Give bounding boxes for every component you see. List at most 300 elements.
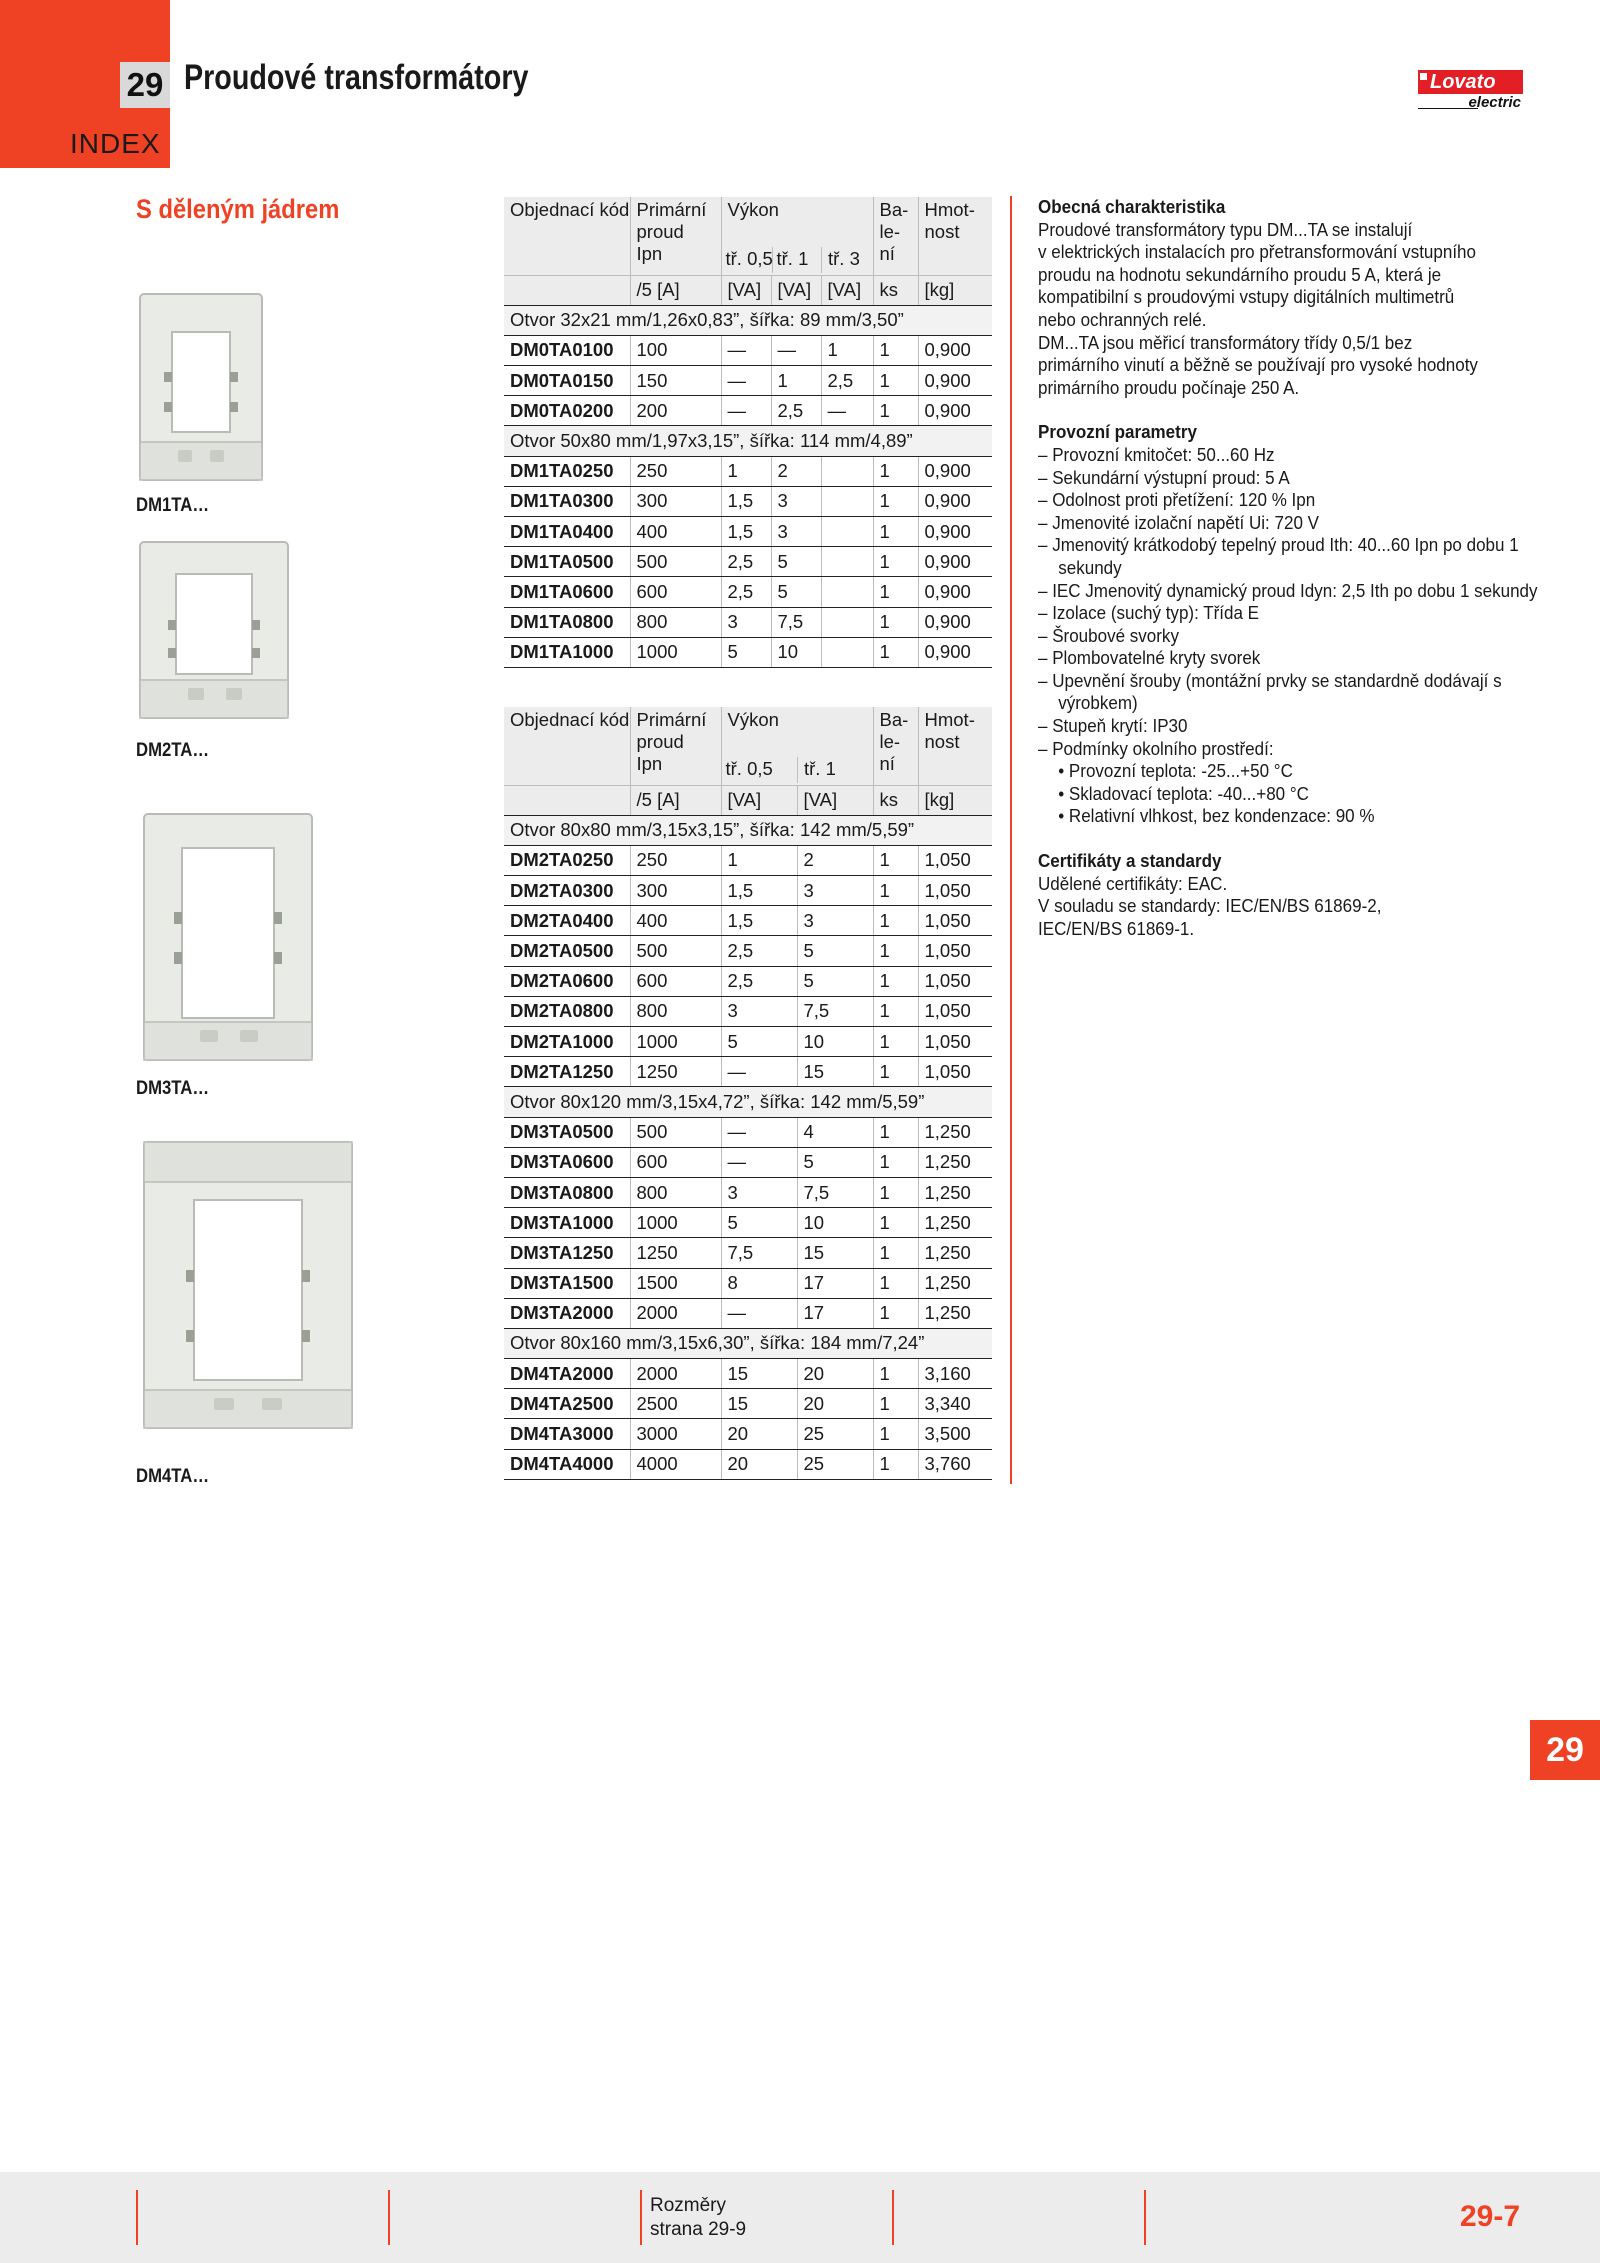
table-cell: 20 (797, 1359, 873, 1389)
table-cell: 1,050 (918, 876, 992, 906)
table-cell: 1,5 (721, 876, 797, 906)
table-cell: 150 (630, 366, 721, 396)
table-cell: 5 (797, 1147, 873, 1177)
table-cell: 1,250 (918, 1177, 992, 1207)
table-units-row (504, 785, 992, 815)
table-cell: 1 (873, 366, 918, 396)
table-row (504, 845, 992, 875)
text-line: v elektrických instalacích pro přetransformování vstupního (1038, 241, 1476, 263)
table-cell: 25 (797, 1419, 873, 1449)
table-row (504, 996, 992, 1026)
table-cell: 2000 (630, 1359, 721, 1389)
table-cell: 0,900 (918, 456, 992, 486)
order-code: DM3TA0500 (504, 1117, 630, 1147)
table-cell: 1 (873, 456, 918, 486)
table-row (504, 517, 992, 547)
table-dm0-dm1 (504, 197, 992, 668)
table-row (504, 1057, 992, 1087)
table-row (504, 335, 992, 365)
table-row (504, 906, 992, 936)
text-line: • Relativní vlhkost, bez kondenzace: 90 % (1058, 805, 1375, 827)
text-line: primárního vinutí a běžně se používají pro vysoké hodnoty (1038, 354, 1478, 376)
order-code: DM3TA1250 (504, 1238, 630, 1268)
table-cell: — (721, 366, 771, 396)
table-cell: 1 (873, 1177, 918, 1207)
table-cell: 10 (771, 637, 821, 667)
table-row (504, 1177, 992, 1207)
table-cell: 1 (873, 1208, 918, 1238)
text-line: Udělené certifikáty: EAC. (1038, 872, 1228, 894)
table-row (504, 1238, 992, 1268)
col-code: Objednací kód (510, 709, 630, 730)
table-cell: 800 (630, 607, 721, 637)
table-group-row (504, 815, 992, 845)
table-cell: 3 (721, 607, 771, 637)
table-row (504, 936, 992, 966)
order-code: DM4TA2500 (504, 1389, 630, 1419)
table-cell: 15 (797, 1238, 873, 1268)
table-cell: 0,900 (918, 335, 992, 365)
table-cell: 2 (797, 845, 873, 875)
table-cell: 7,5 (797, 996, 873, 1026)
unit-cell: [VA] (771, 275, 821, 305)
table-cell: 250 (630, 456, 721, 486)
table-units-row (504, 275, 992, 305)
order-code: DM0TA0200 (504, 396, 630, 426)
table-cell: 1 (873, 1449, 918, 1479)
table-cell: 3,500 (918, 1419, 992, 1449)
table-cell: 1250 (630, 1057, 721, 1087)
operating-list (1038, 444, 1553, 760)
table-cell: 15 (721, 1359, 797, 1389)
table-cell: 1250 (630, 1238, 721, 1268)
text-line: primárního proudu počínaje 250 A. (1038, 376, 1300, 398)
unit-cell: [VA] (721, 275, 771, 305)
table-row (504, 1298, 992, 1328)
table-cell (821, 486, 873, 516)
index-tab[interactable] (0, 0, 170, 168)
text-line: proudu na hodnotu sekundárního proudu 5 A, která je (1038, 263, 1442, 285)
table-row (504, 637, 992, 667)
col-primary-l1: Primární (636, 709, 707, 730)
table-cell: 1 (873, 486, 918, 516)
table-cell: 10 (797, 1027, 873, 1057)
table-row (504, 366, 992, 396)
footer-separator (136, 2190, 138, 2245)
text-line: – Stupeň krytí: IP30 (1038, 715, 1188, 737)
table-cell: 2,5 (721, 547, 771, 577)
table-cell: 5 (721, 1027, 797, 1057)
index-link[interactable]: INDEX (70, 128, 161, 159)
table-cell: 0,900 (918, 607, 992, 637)
table-cell: 2,5 (721, 966, 797, 996)
order-code: DM3TA2000 (504, 1298, 630, 1328)
group-title: Otvor 32x21 mm/1,26x0,83”, šířka: 89 mm/3,50” (504, 305, 992, 335)
table-cell: 250 (630, 845, 721, 875)
table-cell: 17 (797, 1268, 873, 1298)
order-code: DM0TA0150 (504, 366, 630, 396)
col-primary-l3: Ipn (636, 243, 663, 264)
table-cell: 1000 (630, 637, 721, 667)
group-title: Otvor 50x80 mm/1,97x3,15”, šířka: 114 mm/4,89” (504, 426, 992, 456)
footer-separator (892, 2190, 894, 2245)
table-cell: 1 (873, 1419, 918, 1449)
table-cell: 3,340 (918, 1389, 992, 1419)
table-cell: 5 (721, 1208, 797, 1238)
col-primary-l3: Ipn (636, 753, 663, 774)
table-cell: 1,050 (918, 936, 992, 966)
col-pack-l2: le- (879, 221, 901, 242)
table-cell: 4 (797, 1117, 873, 1147)
table-cell: 3 (797, 876, 873, 906)
table-row (504, 547, 992, 577)
order-code: DM4TA2000 (504, 1359, 630, 1389)
dm1ta-product-image (138, 292, 264, 482)
description-column (1010, 196, 1550, 1484)
table-cell: 1 (873, 906, 918, 936)
order-code: DM2TA0800 (504, 996, 630, 1026)
order-code: DM1TA1000 (504, 637, 630, 667)
table-cell: — (721, 1057, 797, 1087)
table-cell: 0,900 (918, 547, 992, 577)
unit-cell: /5 [A] (630, 275, 721, 305)
text-line: – Jmenovité izolační napětí Ui: 720 V (1038, 511, 1319, 533)
col-weight-l1: Hmot- (924, 709, 975, 730)
table-cell: 10 (797, 1208, 873, 1238)
order-code: DM2TA1250 (504, 1057, 630, 1087)
table-cell: 1,050 (918, 1057, 992, 1087)
order-code: DM2TA0250 (504, 845, 630, 875)
unit-cell: /5 [A] (630, 785, 721, 815)
col-power-c2: tř. 1 (797, 757, 873, 783)
table-row (504, 1389, 992, 1419)
order-code: DM2TA1000 (504, 1027, 630, 1057)
text-line: – Upevnění šrouby (montážní prvky se standardně dodávají s výrobkem) (1038, 669, 1502, 714)
table-cell: 1 (873, 966, 918, 996)
table-cell: 1,250 (918, 1268, 992, 1298)
table-row (504, 1268, 992, 1298)
order-code: DM3TA1000 (504, 1208, 630, 1238)
operating-title: Provozní parametry (1038, 421, 1197, 443)
table-cell: 1 (873, 936, 918, 966)
text-line: – Podmínky okolního prostředí: (1038, 737, 1274, 759)
table-cell: 1 (873, 1238, 918, 1268)
table-row (504, 1359, 992, 1389)
table-cell: 0,900 (918, 366, 992, 396)
table-cell (821, 547, 873, 577)
table-cell: 1500 (630, 1268, 721, 1298)
col-weight-l2: nost (924, 731, 960, 752)
table-cell: 1 (873, 876, 918, 906)
text-line: – Sekundární výstupní proud: 5 A (1038, 466, 1290, 488)
table-cell: 7,5 (797, 1177, 873, 1207)
table-cell (821, 577, 873, 607)
table-cell: 500 (630, 1117, 721, 1147)
product-label-dm4ta: DM4TA… (136, 1466, 210, 1487)
table-cell: 25 (797, 1449, 873, 1479)
table-cell: 1 (873, 396, 918, 426)
table-cell: 3 (721, 996, 797, 1026)
table-row (504, 1147, 992, 1177)
page-number: 29-7 (1460, 2200, 1521, 2233)
table-row (504, 1117, 992, 1147)
table-cell: 600 (630, 1147, 721, 1177)
dm3ta-product-image (142, 812, 314, 1062)
col-power-c1: tř. 0,5 (725, 758, 773, 779)
page-title: Proudové transformátory (184, 58, 529, 97)
table-cell: 1 (873, 517, 918, 547)
certs-title: Certifikáty a standardy (1038, 850, 1222, 872)
table-cell: 1,5 (721, 906, 797, 936)
table-cell: 7,5 (771, 607, 821, 637)
table-cell: 2500 (630, 1389, 721, 1419)
table-cell: 500 (630, 547, 721, 577)
table-cell: 1,5 (721, 517, 771, 547)
table-cell: 1 (873, 845, 918, 875)
table-cell: 1 (873, 1359, 918, 1389)
logo-sub: electric (1468, 94, 1521, 111)
table-group-row (504, 305, 992, 335)
text-line: – Izolace (suchý typ): Třída E (1038, 602, 1260, 624)
table-cell: — (771, 335, 821, 365)
text-line: • Skladovací teplota: -40...+80 °C (1058, 782, 1309, 804)
table-cell: 400 (630, 517, 721, 547)
unit-cell: ks (873, 785, 918, 815)
table-cell: 15 (721, 1389, 797, 1419)
table-cell: 1,050 (918, 1027, 992, 1057)
chapter-number: 29 (120, 62, 170, 108)
order-code: DM4TA4000 (504, 1449, 630, 1479)
table-group-row (504, 1087, 992, 1117)
table-cell: 3,160 (918, 1359, 992, 1389)
table-cell: 17 (797, 1298, 873, 1328)
text-line: • Provozní teplota: -25...+50 °C (1058, 760, 1293, 782)
table-cell: 1,050 (918, 906, 992, 936)
table-row (504, 396, 992, 426)
table-cell: — (821, 396, 873, 426)
table-cell: 600 (630, 577, 721, 607)
dimensions-reference-l1: Rozměry (650, 2195, 727, 2216)
footer-separator (1144, 2190, 1146, 2245)
text-line: – Šroubové svorky (1038, 624, 1179, 646)
certs-text (1038, 873, 1553, 941)
footer-separator (388, 2190, 390, 2245)
unit-cell: [VA] (721, 785, 797, 815)
table-row (504, 607, 992, 637)
table-cell: 0,900 (918, 486, 992, 516)
order-code: DM4TA3000 (504, 1419, 630, 1449)
table-cell: 15 (797, 1057, 873, 1087)
table-cell: 1 (873, 547, 918, 577)
table-cell: 800 (630, 1177, 721, 1207)
table-cell: 100 (630, 335, 721, 365)
order-code: DM1TA0250 (504, 456, 630, 486)
general-title: Obecná charakteristika (1038, 196, 1226, 217)
text-line: – Plombovatelné kryty svorek (1038, 647, 1261, 669)
col-weight-l2: nost (924, 221, 960, 242)
table-cell: 1,250 (918, 1238, 992, 1268)
col-pack-l1: Ba- (879, 199, 909, 220)
table-cell: 1,5 (721, 486, 771, 516)
table-cell: — (721, 1117, 797, 1147)
table-cell: 3,760 (918, 1449, 992, 1479)
order-code: DM2TA0300 (504, 876, 630, 906)
table-cell: 1,250 (918, 1147, 992, 1177)
table-cell: 3000 (630, 1419, 721, 1449)
table-cell: 5 (771, 577, 821, 607)
dm4ta-product-image (142, 1140, 354, 1430)
table-cell: 7,5 (721, 1238, 797, 1268)
table-cell: 1000 (630, 1027, 721, 1057)
table-cell: 2 (771, 456, 821, 486)
product-label-dm3ta: DM3TA… (136, 1078, 210, 1099)
table-row (504, 876, 992, 906)
table-cell: 3 (721, 1177, 797, 1207)
table-group-row (504, 1328, 992, 1358)
table-cell: 1000 (630, 1208, 721, 1238)
table-cell: 1 (873, 1027, 918, 1057)
table-row (504, 1449, 992, 1479)
table-row (504, 1419, 992, 1449)
table-cell: 400 (630, 906, 721, 936)
table-cell (821, 517, 873, 547)
col-power: Výkon (727, 199, 779, 220)
table-cell: 1 (873, 607, 918, 637)
table-cell: 2,5 (821, 366, 873, 396)
table-cell: 300 (630, 876, 721, 906)
group-title: Otvor 80x80 mm/3,15x3,15”, šířka: 142 mm/5,59” (504, 815, 992, 845)
table-cell: 2000 (630, 1298, 721, 1328)
table-cell: 1,250 (918, 1208, 992, 1238)
dimensions-reference[interactable] (650, 2194, 746, 2242)
table-cell: 2,5 (771, 396, 821, 426)
table-row (504, 486, 992, 516)
order-code: DM1TA0500 (504, 547, 630, 577)
table-cell (821, 607, 873, 637)
col-pack-l3: ní (879, 243, 895, 264)
product-label-dm1ta: DM1TA… (136, 495, 210, 516)
text-line: DM...TA jsou měřicí transformátory třídy 0,5/1 bez (1038, 331, 1413, 353)
table-cell: 800 (630, 996, 721, 1026)
text-line: Proudové transformátory typu DM...TA se instalují (1038, 218, 1413, 240)
order-code: DM1TA0400 (504, 517, 630, 547)
table-cell: 20 (721, 1449, 797, 1479)
table-cell: 1,050 (918, 996, 992, 1026)
table-cell: 1 (873, 1147, 918, 1177)
table-cell: 600 (630, 966, 721, 996)
section-title: S děleným jádrem (136, 194, 340, 224)
order-code: DM2TA0400 (504, 906, 630, 936)
table-cell: — (721, 335, 771, 365)
table-cell (821, 637, 873, 667)
col-power-c3: tř. 3 (821, 247, 873, 273)
col-power-c2: tř. 1 (772, 247, 822, 273)
dm2ta-product-image (138, 540, 290, 720)
general-text (1038, 219, 1553, 400)
table-cell: — (721, 396, 771, 426)
table-cell: 1 (721, 456, 771, 486)
table-cell: 0,900 (918, 577, 992, 607)
order-code: DM0TA0100 (504, 335, 630, 365)
unit-cell (504, 785, 630, 815)
table-cell: 8 (721, 1268, 797, 1298)
col-weight-l1: Hmot- (924, 199, 975, 220)
text-line: V souladu se standardy: IEC/EN/BS 61869-2, (1038, 895, 1382, 917)
product-label-dm2ta: DM2TA… (136, 740, 210, 761)
col-pack-l2: le- (879, 731, 901, 752)
table-cell: 1 (821, 335, 873, 365)
chapter-side-tab[interactable]: 29 (1530, 1720, 1600, 1780)
environment-list (1038, 760, 1553, 828)
order-code: DM3TA0600 (504, 1147, 630, 1177)
table-cell: 1,050 (918, 845, 992, 875)
table-cell: 1 (873, 1298, 918, 1328)
table-cell: 1 (873, 1117, 918, 1147)
col-primary-l2: proud (636, 221, 684, 242)
table-cell: 1 (873, 577, 918, 607)
col-primary-l1: Primární (636, 199, 707, 220)
table-cell: 1 (873, 1057, 918, 1087)
table-cell: 1,250 (918, 1298, 992, 1328)
unit-cell: [kg] (918, 275, 992, 305)
unit-cell: ks (873, 275, 918, 305)
table-cell: 3 (771, 517, 821, 547)
text-line: – Jmenovitý krátkodobý tepelný proud Ith: 40...60 Ipn po dobu 1 sekundy (1038, 534, 1519, 578)
unit-cell (504, 275, 630, 305)
table-cell: 1,050 (918, 966, 992, 996)
table-group-row (504, 426, 992, 456)
unit-cell: [VA] (821, 275, 873, 305)
unit-cell: [VA] (797, 785, 873, 815)
table-cell: 5 (721, 637, 771, 667)
table-cell: — (721, 1147, 797, 1177)
table-cell: 0,900 (918, 637, 992, 667)
table-cell: 1 (771, 366, 821, 396)
dimensions-reference-l2: strana 29-9 (650, 2219, 747, 2240)
table-header-row (504, 197, 992, 275)
table-row (504, 1208, 992, 1238)
table-cell: 1,250 (918, 1117, 992, 1147)
table-cell: 1 (873, 335, 918, 365)
order-code: DM2TA0500 (504, 936, 630, 966)
order-code: DM1TA0800 (504, 607, 630, 637)
group-title: Otvor 80x160 mm/3,15x6,30”, šířka: 184 mm/7,24” (504, 1328, 992, 1358)
table-cell: 5 (771, 547, 821, 577)
text-line: – Odolnost proti přetížení: 120 % Ipn (1038, 489, 1316, 511)
text-line: IEC/EN/BS 61869-1. (1038, 917, 1195, 939)
table-row (504, 966, 992, 996)
table-cell: 1 (873, 1389, 918, 1419)
table-cell: 500 (630, 936, 721, 966)
text-line: kompatibilní s proudovými vstupy digitálních multimetrů (1038, 286, 1455, 308)
table-dm2-dm4 (504, 707, 992, 1480)
order-code: DM3TA1500 (504, 1268, 630, 1298)
group-title: Otvor 80x120 mm/3,15x4,72”, šířka: 142 mm/5,59” (504, 1087, 992, 1117)
col-pack-l1: Ba- (879, 709, 909, 730)
table-cell: 5 (797, 936, 873, 966)
col-power-c1: tř. 0,5 (725, 248, 773, 269)
table-cell: 1 (873, 996, 918, 1026)
footer-separator (640, 2190, 642, 2245)
order-code: DM1TA0300 (504, 486, 630, 516)
table-cell: 1 (873, 637, 918, 667)
logo-text: Lovato (1430, 71, 1496, 93)
table-cell: 3 (771, 486, 821, 516)
table-cell: — (721, 1298, 797, 1328)
col-power: Výkon (727, 709, 779, 730)
table-cell: 5 (797, 966, 873, 996)
text-line: nebo ochranných relé. (1038, 308, 1207, 330)
